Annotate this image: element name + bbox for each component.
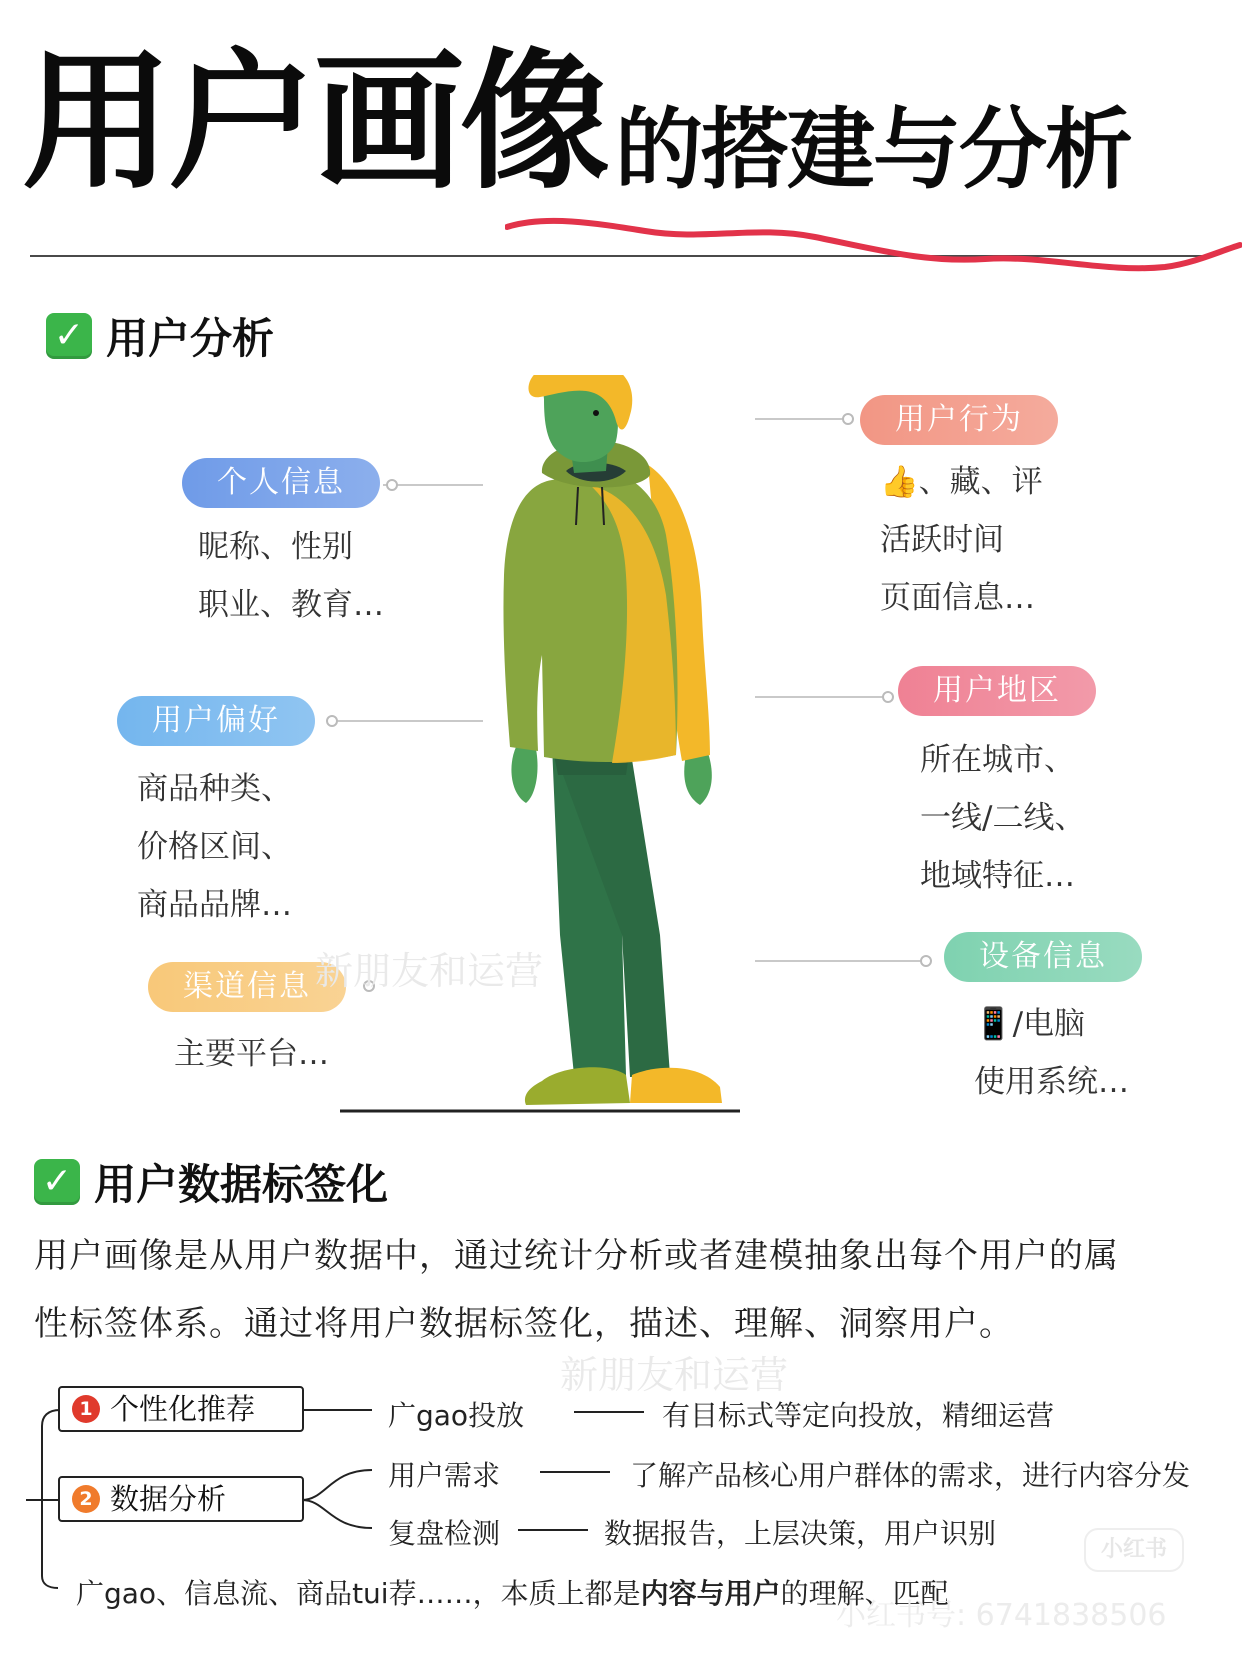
item-text: 页面信息… (880, 580, 1035, 616)
mindmap-detail: 数据报告，上层决策，用户识别 (604, 1517, 997, 1550)
connector-dot (882, 691, 894, 703)
footer-text: 广gao、信息流、商品tui荐……，本质上都是 (76, 1577, 641, 1610)
description-line: 性标签体系。通过将用户数据标签化，描述、理解、洞察用户。 (34, 1304, 1014, 1344)
pill-user-region: 用户地区 (898, 666, 1096, 716)
mindmap-detail: 了解产品核心用户群体的需求，进行内容分发 (630, 1459, 1191, 1492)
check-icon: ✓ (46, 313, 92, 359)
mindmap-child-ad-delivery: 广gao投放 (388, 1399, 525, 1432)
device-info-items (974, 995, 1129, 1111)
mindmap-dash (540, 1471, 610, 1473)
item-text: 商品品牌… (137, 887, 292, 923)
item-text: 地域特征… (920, 858, 1075, 894)
mindmap-detail: 有目标式等定向投放，精细运营 (662, 1399, 1055, 1432)
section-heading-user-analysis (46, 306, 274, 366)
channel-info-items (174, 1025, 329, 1083)
user-preference-items (137, 760, 292, 934)
mindmap-footer (76, 1572, 949, 1612)
watermark-text: 新朋友和运营 (560, 1353, 789, 1397)
item-text: 价格区间、 (137, 829, 292, 865)
check-icon: ✓ (34, 1159, 80, 1205)
item-text: 📱/电脑 (974, 1006, 1086, 1042)
user-behavior-items (880, 453, 1043, 627)
pill-personal-info: 个人信息 (182, 458, 380, 508)
item-text: 昵称、性别 (198, 529, 353, 565)
connector-line (383, 484, 483, 486)
footer-emphasis: 内容与用户 (640, 1577, 781, 1610)
page-subtitle: 的搭建与分析 (615, 98, 1132, 201)
item-text: 职业、教育… (198, 587, 384, 623)
red-wave-underline (505, 215, 1242, 285)
item-text: 使用系统… (974, 1064, 1129, 1100)
number-badge-2: 2 (72, 1485, 100, 1513)
mindmap-child-user-needs: 用户需求 (388, 1459, 501, 1492)
item-text: 👍、藏、评 (880, 464, 1043, 500)
pill-device-info: 设备信息 (944, 932, 1142, 982)
description-line: 用户画像是从用户数据中，通过统计分析或者建模抽象出每个用户的属 (34, 1236, 1119, 1276)
connector-line (330, 720, 483, 722)
pill-user-behavior: 用户行为 (860, 395, 1058, 445)
connector-dot (326, 715, 338, 727)
watermark-text: 新朋友和运营 (315, 949, 544, 993)
mindmap-dash (518, 1529, 588, 1531)
connector-line (755, 418, 847, 420)
mindmap-node-personalized-recommendation (58, 1386, 304, 1432)
personal-info-items (198, 518, 384, 634)
item-text: 所在城市、 (920, 742, 1075, 778)
connector-dot (386, 479, 398, 491)
brand-watermark: 小红书 (1084, 1528, 1184, 1572)
pill-channel-info: 渠道信息 (148, 962, 346, 1012)
mindmap-child-review-check: 复盘检测 (388, 1517, 501, 1550)
number-badge-1: 1 (72, 1395, 100, 1423)
connector-line (755, 960, 923, 962)
account-id-watermark: 小红书号: 6741838506 (836, 1598, 1167, 1633)
item-text: 一线/二线、 (920, 800, 1086, 836)
section-heading-user-tagging (34, 1152, 388, 1212)
mindmap-node-data-analysis (58, 1476, 304, 1522)
connector-line (755, 696, 885, 698)
footer-text: 的理解、匹配 (780, 1577, 949, 1610)
mindmap-dash (574, 1411, 644, 1413)
item-text: 商品种类、 (137, 771, 292, 807)
item-text: 主要平台… (174, 1036, 329, 1072)
pill-user-preference: 用户偏好 (117, 696, 315, 746)
item-text: 活跃时间 (880, 522, 1004, 558)
node-label: 数据分析 (110, 1482, 227, 1516)
connector-dot (842, 413, 854, 425)
user-region-items (920, 731, 1085, 905)
section-heading-text: 用户分析 (106, 314, 275, 363)
connector-dot (920, 955, 932, 967)
node-label: 个性化推荐 (110, 1392, 256, 1426)
page-title: 用户画像 (22, 36, 607, 210)
section-heading-text: 用户数据标签化 (94, 1160, 389, 1209)
